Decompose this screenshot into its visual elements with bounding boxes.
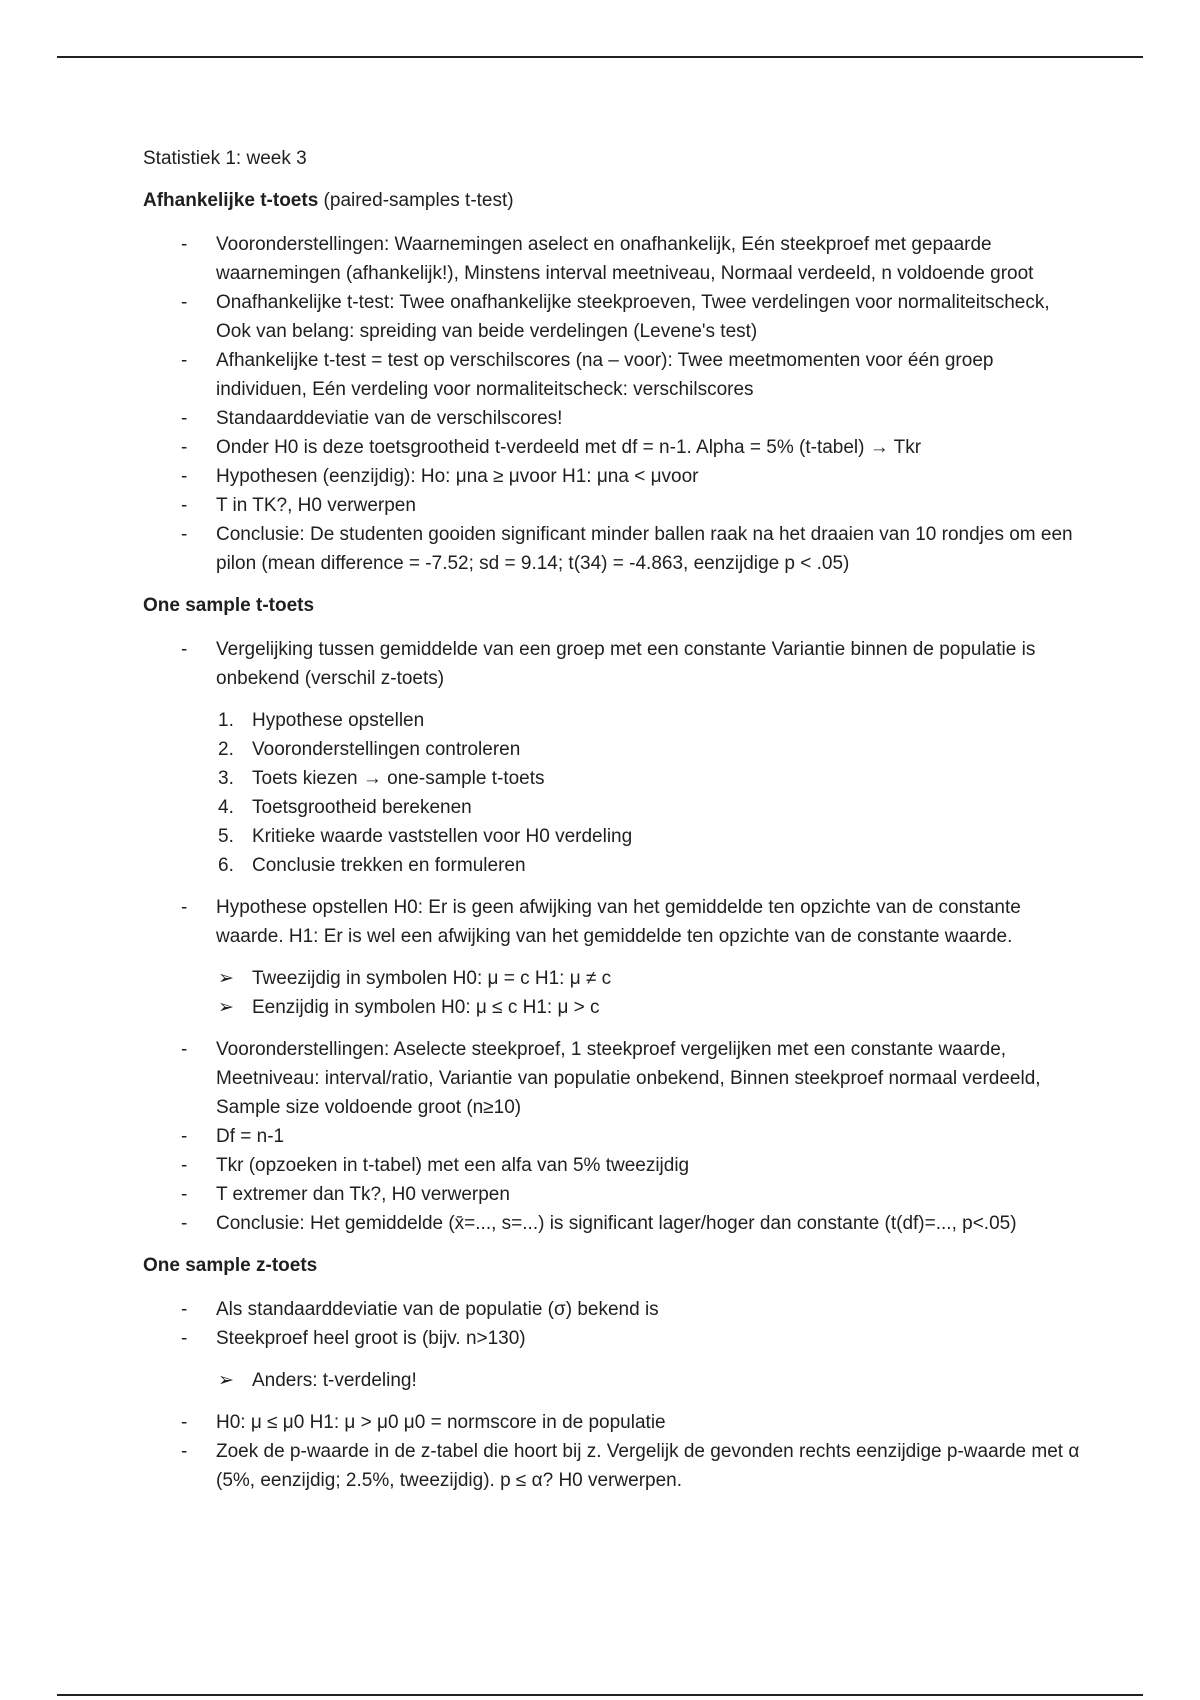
step-number: 3. xyxy=(218,768,234,789)
list-item xyxy=(143,288,1083,346)
step-number: 4. xyxy=(218,797,234,818)
step-text: Toets kiezen → one-sample t-toets xyxy=(252,768,545,789)
list-item-text: Zoek de p-waarde in de z-tabel die hoort bij z. Vergelijk de gevonden rechts eenzijdige p-waarde met α (5%, eenzijdig; 2.5%, tweezijdig). p ≤ α? H0 verwerpen. xyxy=(216,1441,1080,1491)
list-item-text: Standaarddeviatie van de verschilscores! xyxy=(216,408,563,429)
dash-bullet: - xyxy=(181,437,188,458)
list-item-text: Conclusie: De studenten gooiden significant minder ballen raak na het draaien van 10 rondjes om een pilon (mean difference = -7.52; sd = 9.14; t(34) = -4.863, eenzijdige p < .05) xyxy=(216,524,1073,574)
sub-item-text: Eenzijdig in symbolen H0: μ ≤ c H1: μ > c xyxy=(252,997,600,1018)
step-number: 6. xyxy=(218,855,234,876)
step-text: Vooronderstellingen controleren xyxy=(252,739,521,760)
document-title: Statistiek 1: week 3 xyxy=(143,148,307,169)
list-item-text: Onder H0 is deze toetsgrootheid t-verdeeld met df = n-1. Alpha = 5% (t-tabel) → Tkr xyxy=(216,437,922,458)
list-item xyxy=(143,893,1083,951)
sub-item xyxy=(143,1366,1083,1395)
sub-item xyxy=(143,993,1083,1022)
step-item xyxy=(143,706,1083,735)
dash-bullet: - xyxy=(181,350,188,371)
list-item xyxy=(143,1151,1083,1180)
list-item xyxy=(143,1180,1083,1209)
list-item-text: Hypothesen (eenzijdig): Ho: μna ≥ μvoor H1: μna < μvoor xyxy=(216,466,699,487)
list-item xyxy=(143,1209,1083,1238)
step-item xyxy=(143,793,1083,822)
step-text: Toetsgrootheid berekenen xyxy=(252,797,472,818)
list-item xyxy=(143,1324,1083,1353)
section-heading-one-sample-z-test: One sample z-toets xyxy=(143,1255,318,1276)
dash-bullet: - xyxy=(181,1213,188,1234)
step-text: Hypothese opstellen xyxy=(252,710,425,731)
one-sample-t-test-list-continued xyxy=(143,1035,1083,1238)
list-item-text: Steekproef heel groot is (bijv. n>130) xyxy=(216,1328,526,1349)
step-number: 5. xyxy=(218,826,234,847)
heading-plain-part: (paired-samples t-test) xyxy=(318,190,514,211)
list-item-text: Vooronderstellingen: Waarnemingen aselect en onafhankelijk, Eén steekproef met gepaarde waarnemingen (afhankelijk!), Minstens interval meetniveau, Normaal verdeeld, n voldoende groot xyxy=(216,234,1034,284)
page-top-rule xyxy=(57,56,1143,58)
list-item-text: Vergelijking tussen gemiddelde van een groep met een constante Variantie binnen de populatie is onbekend (verschil z-toets) xyxy=(216,639,1036,689)
section-heading-one-sample-t-test: One sample t-toets xyxy=(143,595,315,616)
list-item-text: H0: μ ≤ μ0 H1: μ > μ0 μ0 = normscore in de populatie xyxy=(216,1412,666,1433)
list-item-text: Als standaarddeviatie van de populatie (σ) bekend is xyxy=(216,1299,659,1320)
dash-bullet: - xyxy=(181,639,188,660)
dash-bullet: - xyxy=(181,1412,188,1433)
list-item xyxy=(143,635,1083,693)
dash-bullet: - xyxy=(181,1039,188,1060)
list-item xyxy=(143,1035,1083,1122)
sub-item-text: Tweezijdig in symbolen H0: μ = c H1: μ ≠ c xyxy=(252,968,612,989)
hypothesis-sub-list xyxy=(143,964,1083,1022)
dash-bullet: - xyxy=(181,1155,188,1176)
dash-bullet: - xyxy=(181,1441,188,1462)
z-test-sub-list xyxy=(143,1366,1083,1395)
step-item xyxy=(143,822,1083,851)
document-body xyxy=(143,144,1083,1508)
step-item xyxy=(143,851,1083,880)
step-text: Kritieke waarde vaststellen voor H0 verdeling xyxy=(252,826,633,847)
step-item xyxy=(143,764,1083,793)
paired-t-test-list xyxy=(143,230,1083,578)
one-sample-t-test-list xyxy=(143,635,1083,693)
list-item xyxy=(143,1408,1083,1437)
arrow-bullet-icon: ➢ xyxy=(218,997,234,1018)
dash-bullet: - xyxy=(181,1328,188,1349)
list-item xyxy=(143,462,1083,491)
dash-bullet: - xyxy=(181,408,188,429)
list-item-text: Df = n-1 xyxy=(216,1126,285,1147)
sub-item xyxy=(143,964,1083,993)
sub-item-text: Anders: t-verdeling! xyxy=(252,1370,417,1391)
dash-bullet: - xyxy=(181,1184,188,1205)
step-number: 2. xyxy=(218,739,234,760)
dash-bullet: - xyxy=(181,1299,188,1320)
one-sample-z-test-list xyxy=(143,1295,1083,1353)
dash-bullet: - xyxy=(181,1126,188,1147)
list-item-text: Onafhankelijke t-test: Twee onafhankelijke steekproeven, Twee verdelingen voor normaliteitscheck, Ook van belang: spreiding van beide verdelingen (Levene's test) xyxy=(216,292,1050,342)
list-item xyxy=(143,346,1083,404)
list-item xyxy=(143,433,1083,462)
list-item xyxy=(143,404,1083,433)
list-item-text: Conclusie: Het gemiddelde (x̄=..., s=...) is significant lager/hoger dan constante (t(df)=..., p<.05) xyxy=(216,1213,1017,1234)
heading-bold-part: Afhankelijke t-toets xyxy=(143,190,319,211)
list-item-text: Afhankelijke t-test = test op verschilscores (na – voor): Twee meetmomenten voor één groep individuen, Eén verdeling voor normaliteitscheck: verschilscores xyxy=(216,350,994,400)
dash-bullet: - xyxy=(181,292,188,313)
steps-list xyxy=(143,706,1083,880)
dash-bullet: - xyxy=(181,234,188,255)
list-item xyxy=(143,491,1083,520)
hypothesis-list xyxy=(143,893,1083,951)
dash-bullet: - xyxy=(181,495,188,516)
list-item-text: Hypothese opstellen H0: Er is geen afwijking van het gemiddelde ten opzichte van de constante waarde. H1: Er is wel een afwijking van het gemiddelde ten opzichte van de constante waarde. xyxy=(216,897,1021,947)
dash-bullet: - xyxy=(181,466,188,487)
list-item xyxy=(143,1437,1083,1495)
page-bottom-rule xyxy=(57,1694,1143,1696)
step-item xyxy=(143,735,1083,764)
arrow-bullet-icon: ➢ xyxy=(218,1370,234,1391)
section-heading-paired-t-test xyxy=(143,186,1083,215)
step-number: 1. xyxy=(218,710,234,731)
list-item xyxy=(143,230,1083,288)
arrow-bullet-icon: ➢ xyxy=(218,968,234,989)
step-text: Conclusie trekken en formuleren xyxy=(252,855,526,876)
list-item-text: Vooronderstellingen: Aselecte steekproef, 1 steekproef vergelijken met een constante waarde, Meetniveau: interval/ratio, Variantie van populatie onbekend, Binnen steekproef normaal verdeeld, Sample size voldoende groot (n≥10) xyxy=(216,1039,1041,1118)
one-sample-z-test-list-continued xyxy=(143,1408,1083,1495)
list-item xyxy=(143,1122,1083,1151)
list-item xyxy=(143,1295,1083,1324)
list-item-text: T in TK?, H0 verwerpen xyxy=(216,495,416,516)
dash-bullet: - xyxy=(181,524,188,545)
list-item-text: Tkr (opzoeken in t-tabel) met een alfa van 5% tweezijdig xyxy=(216,1155,690,1176)
dash-bullet: - xyxy=(181,897,188,918)
list-item-text: T extremer dan Tk?, H0 verwerpen xyxy=(216,1184,510,1205)
list-item xyxy=(143,520,1083,578)
